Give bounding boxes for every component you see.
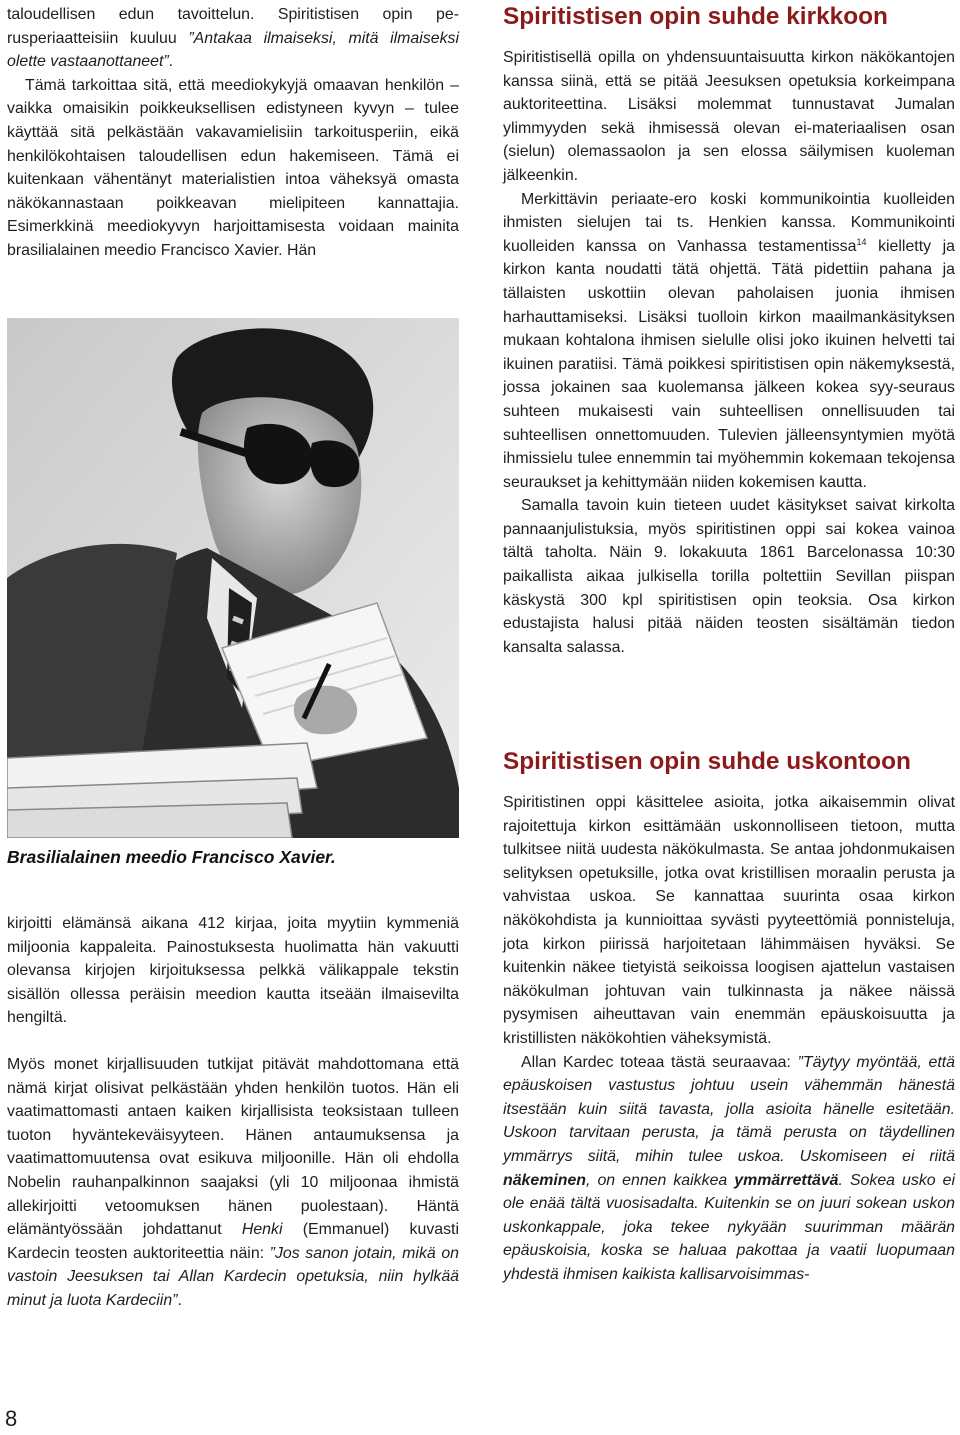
- text-run: , on ennen kaikkea: [586, 1171, 735, 1189]
- left-paragraph-1: [7, 3, 459, 74]
- text-run: Myös monet kirjallisuuden tutkijat pitävät mahdottomana että nämä kirjat olisivat pelkästään yhden henkilön tuotos. Hän eli vaatimattomasti antaen kaiken kirjallisista teoksistaan tulleen tuoton hyväntekeväisyyteen. Hänen antaumuksensa ja vaatimattomuutensa ovat esikuva miljoonille. Hän oli ehdolla Nobelin rauhanpalkinnon saajaksi (yli 10 miljoonaa ihmistä allekirjoitti vetoomuksen hänen puolestaan). Häntä elämäntyössään johdattanut: [7, 1055, 459, 1239]
- religion-paragraph-2: [503, 1051, 955, 1287]
- francisco-xavier-photo: [7, 318, 459, 838]
- text-run: .: [168, 53, 174, 71]
- text-run: kielletty ja kirkon kanta noudatti tätä ohjettä. Tätä pidettiin pahana ja tällaisten uskottiin olevan paholaisen juonia ihmisen harhauttamiseksi. Lisäksi tuolloin kirkon maailmankäsityksen mukaan kohtalona ihmisen sielulle olisi joko ikuinen helvetti tai ikuinen paratiisi. Tämä poikkesi spiritistisen opin näkemyksestä, jossa jokainen saa kuolemansa jälkeen kokea syy-seuraus suhteen mukaisesti vain suhteellisen onnellisuuden tai suhteellisen onnettomuuden. Tulevien jälleensyntymien myötä ihmissielu tulee ennemmin tai myöhemmin kokemaan tekojensa seuraukset ja kehittymään niiden kokemisen kautta.: [503, 237, 956, 491]
- text-run: näkeminen: [503, 1171, 587, 1189]
- left-column-bottom: [7, 912, 459, 1313]
- text-run: Spiritistinen oppi käsittelee asioita, jotka aikaisemmin olivat rajoitettuja kirkon esittämään uskonnolliseen tietoon, mutta tulkitsee niitä uudesta näkökulmasta. Se antaa johdonmukaisen selityksen opetuksille, jotka ovat kristillisen moraalin perusta ja vahvistaa uskoa. Se kannattaa suurinta osaa kirkon näkökohdista ja kunnioittaa syvästi pyyteettömiä ponnisteluja, jota kirkon piirissä harjoitetaan lähimmäisen hyväksi. Se kuitenkin näkee tietyistä seikoissa loogisen ajattelun vastaisen näkökulman johtuvan vain tulkinnasta ja näkee näissä pysymisen aiheuttavan vain enemmän epäuskoisuutta ja kristillisten näkökohtien väheksymistä.: [503, 794, 955, 1047]
- text-run: ymmärrettävä: [734, 1171, 839, 1189]
- church-paragraph-1: [503, 46, 955, 188]
- text-run: Merkittävin periaate-ero koski kommunikointia kuolleiden ihmisten sielujen tai ts. Henkien kanssa. Kommunikointi kuolleiden kanssa on Vanhassa testamentissa: [503, 190, 955, 255]
- page-number: 8: [5, 1406, 18, 1431]
- text-run: ”Jos sanon jotain, mikä on vastoin Jeesuksen tai Allan Kardecin opetuksia, niin hylkää minut ja luota Kardeciin”: [7, 1244, 459, 1309]
- text-run: ”Täytyy myöntää, että epäuskoisen vastustus johtuu usein vähemmän hänestä itsestään kuin siitä tavasta, jolla asioita hänelle esitetään. Uskoon tarvitaan perusta, ja tämä perusta on täydellinen ymmärrys siitä, mihin tulee uskoa. Uskomiseen ei riitä: [503, 1053, 955, 1165]
- left-paragraph-3: [7, 912, 459, 1030]
- text-run: Henki: [241, 1221, 283, 1239]
- church-paragraph-2: [503, 188, 955, 495]
- text-run: Allan Kardec toteaa tästä seuraavaa:: [521, 1053, 798, 1071]
- photo-caption: Brasilialainen meedio Francisco Xavier.: [7, 847, 336, 867]
- left-paragraph-2: [7, 74, 459, 263]
- text-run: .: [177, 1291, 182, 1309]
- text-run: . Sokea usko ei ole enää tältä vuosisadalta. Kuitenkin se on juuri sokean uskon uskonkappale, joka tekee nykyään suurimman määrän epäuskoisia, koska se haluaa pakottaa ja vaatii luopumaan yhdestä ihmisen kaikista kallisarvoisimmas-: [503, 1171, 955, 1283]
- left-paragraph-4: [7, 1053, 459, 1313]
- text-run: ”Antakaa ilmaiseksi, mitä ilmaiseksi olette vastaanottaneet”: [7, 29, 459, 71]
- section-church: [503, 0, 955, 659]
- text-run: Samalla tavoin kuin tieteen uudet käsitykset saivat kirkolta pannaanjulistuksia, myös spiritistinen oppi sai kokea vainoa tältä taholta. Näin 9. lokakuuta 1861 Barcelonassa 10:30 paikallista aikaa julkisella torilla poltettiin Sevillan piispan käskystä 300 kpl spiritistisen opin teoksia. Osa kirkon edustajista halusi pitää näiden teosten sisältämän tiedon kansalta salassa.: [503, 497, 955, 656]
- section-heading-church: Spiritistisen opin suhde kirkkoon: [503, 3, 888, 30]
- text-run: (Emmanuel) kuvasti Kardecin teosten auktoriteettia näin:: [7, 1221, 459, 1262]
- section-religion: [503, 745, 955, 1286]
- left-column-top: [7, 3, 459, 263]
- text-run: taloudellisen edun tavoittelun. Spiritistisen opin perusperiaatteisiin kuuluu: [7, 6, 459, 47]
- church-paragraph-3: [503, 494, 955, 659]
- text-run: 14: [856, 236, 867, 247]
- section-heading-religion: Spiritistisen opin suhde uskontoon: [503, 748, 911, 775]
- text-run: kirjoitti elämänsä aikana 412 kirjaa, joita myytiin kymmeniä miljoonia kappaleita. Painostuksesta huolimatta hän vakuutti olevansa kirjojen kirjoituksessa pelkkä välikappale tekstin sisällön ollessa peräisin meedion kautta itseään ilmaisevilta hengiltä.: [7, 915, 459, 1027]
- religion-paragraph-1: [503, 791, 955, 1051]
- text-run: Spiritistisellä opilla on yhdensuuntaisuutta kirkon näkökantojen kanssa siinä, että se pitää Jeesuksen opetuksia korkeimpana auktoriteettina. Lisäksi molemmat tunnustavat Jumalan ylimmyyden sekä ihmisessä olevan ei-materiaalisen osan (sielun) olemassaolon ja sen elossa säilymisen kuoleman jälkeenkin.: [503, 49, 955, 184]
- text-run: Tämä tarkoittaa sitä, että meediokykyjä omaavan henkilön – vaikka omaisikin poikkeuksellisen edistyneen kyvyn – tulee käyttää sitä pelkästään vakavamielisiin tarkoitusperiin, eikä henkilökohtaisen taloudellisen edun hakemiseen. Tämä ei kuitenkaan vähentänyt materialistien intoa väheksyä omasta näkökannastaan poikkeavan mielipiteen kannattajia. Esimerkkinä meediokyvyn harjoittamisesta voidaan mainita brasilialainen meedio Francisco Xavier. Hän: [7, 76, 459, 259]
